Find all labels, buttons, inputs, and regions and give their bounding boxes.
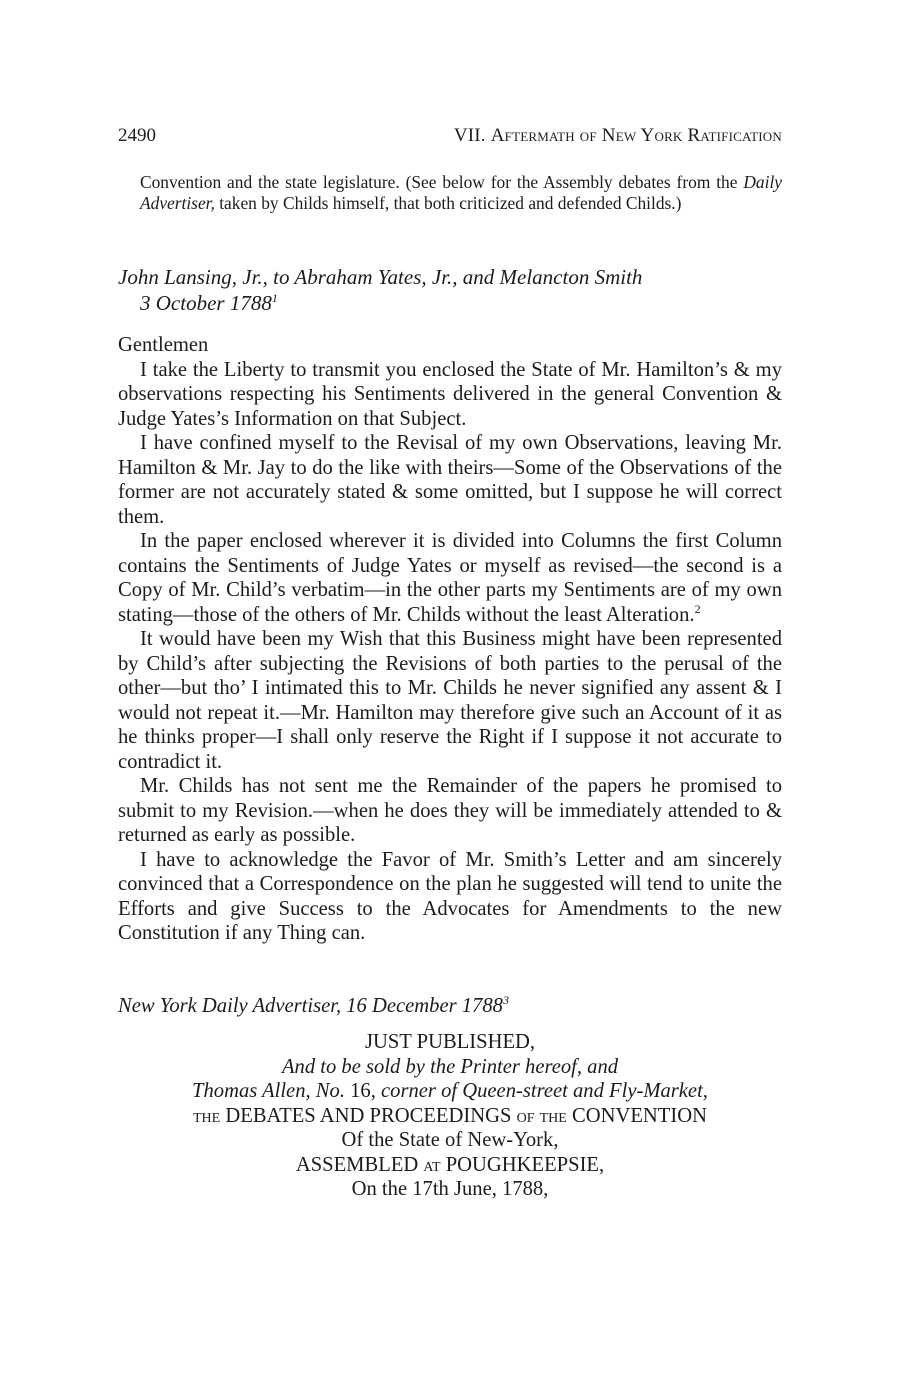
letter-paragraph: I have confined myself to the Revisal of my own Observations, leaving Mr. Hamilton & Mr. Jay to do the like with theirs—Some of the Observations of the former are not accurately stated & some omitted, but I suppose he will correct them.: [118, 432, 782, 528]
advertisement-source: New York Daily Advertiser, 16 December 1788$^3$: [118, 993, 509, 1017]
letter-paragraph: It would have been my Wish that this Business might have been represented by Child’s after subjecting the Revisions of both parties to the perusal of the other—but tho’ I intimated this to Mr. Childs he never signified any assent & I would not repeat it.—Mr. Hamilton may therefore give such an Account of it as he thinks proper—I shall only reserve the Right if I suppose it not accurate to contradict it.: [118, 628, 782, 773]
document-title: John Lansing, Jr., to Abraham Yates, Jr., and Melancton Smith: [118, 265, 643, 289]
ad-line: the DEBATES AND PROCEEDINGS of the CONVENTION: [193, 1104, 707, 1127]
ad-line: And to be sold by the Printer hereof, and: [281, 1055, 619, 1078]
editorial-note: Convention and the state legislature. (See below for the Assembly debates from the Daily Advertiser, taken by Childs himself, that both criticized and defended Childs.): [140, 172, 782, 213]
page-number: 2490: [118, 125, 156, 146]
ad-line: ASSEMBLED at POUGHKEEPSIE,: [295, 1153, 605, 1176]
footnote-ref-1: 1: [271, 291, 278, 305]
letter-paragraph: I have to acknowledge the Favor of Mr. Smith’s Letter and am sincerely convinced that a Correspondence on the plan he suggested will tend to unite the Efforts and give Success to the Advocates for Amendments to the new Constitution if any Thing can.: [118, 848, 782, 944]
ad-line: On the 17th June, 1788,: [351, 1178, 549, 1200]
document-date: 3 October 1788$^1$: [140, 291, 278, 315]
letter-paragraph: In the paper enclosed wherever it is divided into Columns the first Column contains the Sentiments of Judge Yates or myself as revised—the second is a Copy of Mr. Child’s verbatim—in the other parts my Sentiments are of my own stating—those of the others of Mr. Childs without the least Alteration.$^2$: [118, 530, 782, 626]
letter-paragraph: I take the Liberty to transmit you enclosed the State of Mr. Hamilton’s & my observations respecting his Sentiments delivered in the general Convention & Judge Yates’s Information on that Subject.: [118, 358, 782, 430]
ad-line: JUST PUBLISHED,: [364, 1031, 536, 1053]
advertisement-text: [118, 1030, 782, 1202]
footnote-ref-2: 2: [694, 601, 701, 616]
letter-paragraph: Mr. Childs has not sent me the Remainder of the papers he promised to submit to my Revision.—when he does they will be immediately attended to & returned as early as possible.: [118, 775, 782, 846]
salutation: Gentlemen: [118, 334, 209, 356]
footnote-ref-3: 3: [502, 993, 509, 1008]
page-header: [118, 125, 782, 149]
running-head: VII. Aftermath of New York Ratification: [453, 125, 782, 146]
letter-body: [118, 333, 782, 946]
ad-line: Thomas Allen, No. 16, corner of Queen-street and Fly-Market,: [192, 1080, 708, 1102]
ad-line: Of the State of New-York,: [341, 1129, 559, 1151]
